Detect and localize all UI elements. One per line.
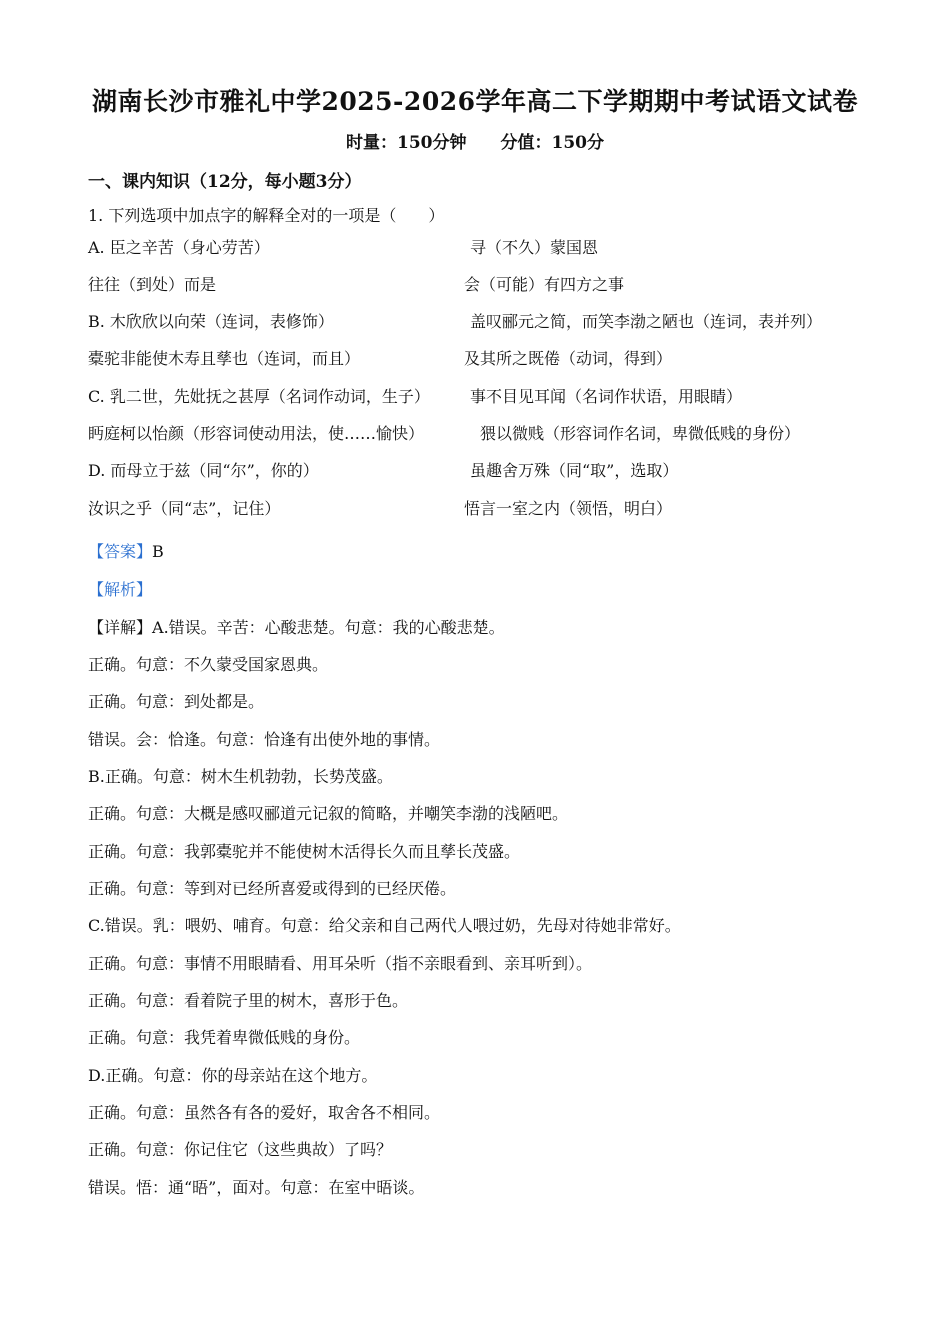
explanation-line: 正确。句意：看着院子里的树木，喜形于色。 [88, 991, 409, 1010]
option-c-left: C. 乳二世，先妣抚之甚厚（名词作动词，生子） [88, 387, 430, 406]
explanation-line: 正确。句意：你记住它（这些典故）了吗？ [88, 1140, 393, 1159]
analysis-label: 【解析】 [88, 580, 153, 599]
explanation-line: 正确。句意：我郭橐驼并不能使树木活得长久而且孳长茂盛。 [88, 842, 521, 861]
explanation-line: C.错误。乳：喂奶、哺育。句意：给父亲和自己两代人喂过奶，先母对待她非常好。 [88, 916, 681, 935]
explanation-line: D.正确。句意：你的母亲站在这个地方。 [88, 1066, 378, 1085]
answer-label: 【答案】 [88, 542, 153, 561]
option-c-left-2: 眄庭柯以怡颜（形容词使动用法，使……愉快） [88, 424, 425, 443]
option-b-right: 盖叹郦元之简，而笑李渤之陋也（连词，表并列） [470, 312, 823, 331]
option-a-right: 寻（不久）蒙国恩 [470, 238, 599, 257]
option-d-right-2: 悟言一室之内（领悟，明白） [464, 499, 673, 518]
explanation-line: 错误。会：恰逢。句意：恰逢有出使外地的事情。 [88, 730, 441, 749]
explanation-line: 【详解】A.错误。辛苦：心酸悲楚。句意：我的心酸悲楚。 [88, 618, 505, 637]
explanation-line: 正确。句意：我凭着卑微低贱的身份。 [88, 1028, 361, 1047]
option-c-right: 事不目见耳闻（名词作状语，用眼睛） [470, 387, 743, 406]
option-a-right-2: 会（可能）有四方之事 [464, 275, 625, 294]
option-b-left-2: 橐驼非能使木寿且孳也（连词，而且） [88, 349, 361, 368]
option-a-left-2: 往往（到处）而是 [88, 275, 217, 294]
answer-line [88, 541, 164, 563]
explanation-line: B.正确。句意：树木生机勃勃，长势茂盛。 [88, 767, 393, 786]
explanation-line: 错误。悟：通“晤”，面对。句意：在室中晤谈。 [88, 1178, 425, 1197]
explanation-line: 正确。句意：等到对已经所喜爱或得到的已经厌倦。 [88, 879, 457, 898]
explanation-line: 正确。句意：事情不用眼睛看、用耳朵听（指不亲眼看到、亲耳听到）。 [88, 954, 593, 973]
option-b-left: B. 木欣欣以向荣（连词，表修饰） [88, 312, 334, 331]
detail-label: 【详解】 [88, 618, 153, 637]
option-a-left: A. 臣之辛苦（身心劳苦） [88, 238, 270, 257]
option-c-right-2: 猥以微贱（形容词作名词，卑微低贱的身份） [480, 424, 801, 443]
question-stem: 1. 下列选项中加点字的解释全对的一项是（ ） [88, 206, 445, 225]
section-heading: 一、课内知识（12分，每小题3分） [88, 172, 362, 192]
exam-time: 时量：150分钟 [346, 133, 467, 153]
explanation-line: 正确。句意：大概是感叹郦道元记叙的简略，并嘲笑李渤的浅陋吧。 [88, 804, 569, 823]
answer-value: B [152, 542, 164, 561]
exam-score: 分值：150分 [500, 133, 604, 153]
option-d-left-2: 汝识之乎（同“志”，记住） [88, 499, 281, 518]
explanation-line: 正确。句意：虽然各有各的爱好，取舍各不相同。 [88, 1103, 441, 1122]
page-title: 湖南长沙市雅礼中学2025-2026学年高二下学期期中考试语文试卷 [91, 87, 859, 116]
option-d-left: D. 而母立于兹（同“尔”，你的） [88, 461, 319, 480]
exam-meta [0, 128, 950, 153]
option-b-right-2: 及其所之既倦（动词，得到） [464, 349, 673, 368]
explanation-line: 正确。句意：到处都是。 [88, 692, 265, 711]
explanation-line: 正确。句意：不久蒙受国家恩典。 [88, 655, 329, 674]
option-d-right: 虽趣舍万殊（同“取”，选取） [470, 461, 679, 480]
